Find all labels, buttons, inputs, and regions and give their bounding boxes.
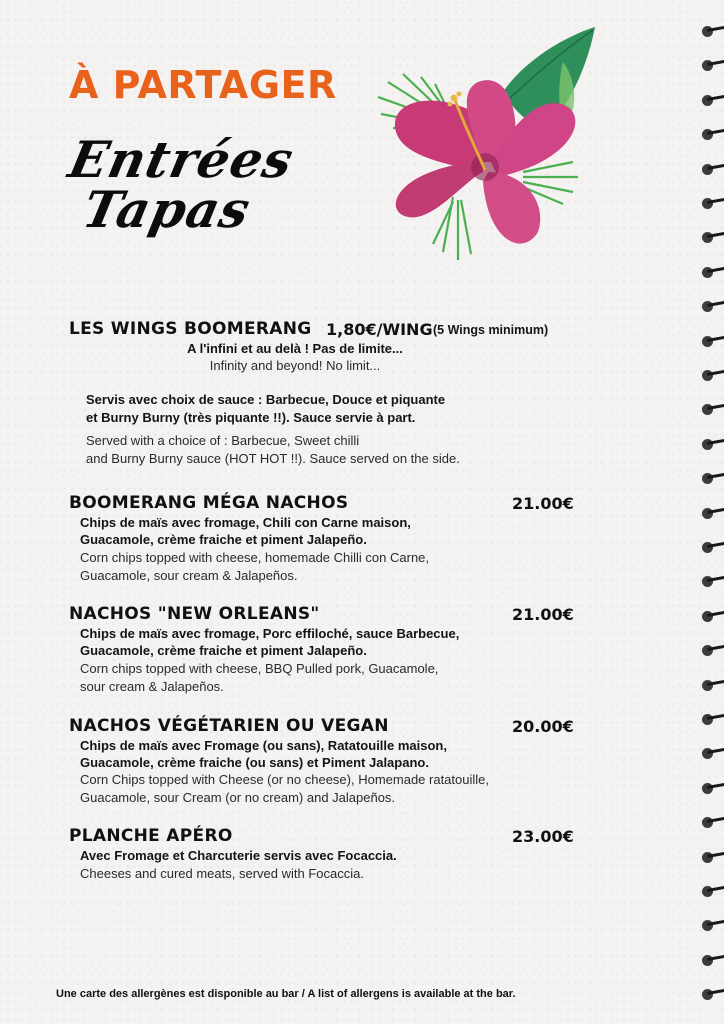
desc-en-line: Cheeses and cured meats, served with Focaccia. bbox=[80, 866, 364, 881]
desc-en-line: sour cream & Jalapeños. bbox=[80, 679, 224, 694]
spiral-ring-icon bbox=[702, 473, 724, 485]
desc-en-line: and Burny Burny sauce (HOT HOT !!). Sauce served on the side. bbox=[86, 451, 460, 466]
desc-fr-line: Guacamole, crème fraiche et piment Jalapeño. bbox=[80, 532, 367, 547]
spiral-ring-icon bbox=[702, 783, 724, 795]
desc-fr-line: et Burny Burny (très piquante !!). Sauce servie à part. bbox=[86, 410, 416, 425]
spiral-ring-icon bbox=[702, 611, 724, 623]
spiral-ring-icon bbox=[702, 129, 724, 141]
section-title: À PARTAGER bbox=[69, 63, 337, 107]
desc-en-line: Corn chips topped with cheese, homemade Chilli con Carne, bbox=[80, 550, 430, 565]
item-title: NACHOS VÉGÉTARIEN OU VEGAN bbox=[69, 716, 389, 736]
spiral-ring-icon bbox=[702, 60, 724, 72]
spiral-ring-icon bbox=[702, 817, 724, 829]
item-price: 23.00€ bbox=[512, 827, 574, 846]
spiral-ring-icon bbox=[702, 404, 724, 416]
spiral-ring-icon bbox=[702, 267, 724, 279]
script-heading-line2: Tapas bbox=[77, 180, 256, 239]
desc-en-line: Corn chips topped with cheese, BBQ Pulled pork, Guacamole, bbox=[80, 661, 439, 676]
spiral-ring-icon bbox=[702, 301, 724, 313]
item-price: 1,80€/WING bbox=[326, 320, 433, 339]
item-title: NACHOS "NEW ORLEANS" bbox=[69, 604, 320, 624]
desc-fr-line: Guacamole, crème fraiche et piment Jalapeño. bbox=[80, 643, 367, 658]
allergen-notice: Une carte des allergènes est disponible au bar / A list of allergens is available at the bar. bbox=[56, 988, 516, 1000]
desc-fr-line: Guacamole, crème fraiche (ou sans) et Piment Jalapano. bbox=[80, 755, 429, 770]
desc-fr-line: Chips de maïs avec Fromage (ou sans), Ratatouille maison, bbox=[80, 738, 447, 753]
desc-en-line: Guacamole, sour cream & Jalapeños. bbox=[80, 568, 298, 583]
item-title: BOOMERANG MÉGA NACHOS bbox=[69, 493, 349, 513]
spiral-ring-icon bbox=[702, 714, 724, 726]
spiral-ring-icon bbox=[702, 439, 724, 451]
spiral-ring-icon bbox=[702, 748, 724, 760]
item-title: PLANCHE APÉRO bbox=[69, 826, 233, 846]
desc-fr-line: Avec Fromage et Charcuterie servis avec Focaccia. bbox=[80, 848, 397, 863]
spiral-ring-icon bbox=[702, 198, 724, 210]
desc-en-line: Served with a choice of : Barbecue, Sweet chilli bbox=[86, 433, 360, 448]
tagline-en: Infinity and beyond! No limit... bbox=[209, 358, 381, 373]
spiral-binding bbox=[684, 0, 724, 1024]
desc-en-line: Guacamole, sour Cream (or no cream) and Jalapeños. bbox=[80, 790, 396, 805]
spiral-ring-icon bbox=[702, 508, 724, 520]
item-title: LES WINGS BOOMERANG bbox=[69, 319, 312, 339]
spiral-ring-icon bbox=[702, 336, 724, 348]
spiral-ring-icon bbox=[702, 542, 724, 554]
spiral-ring-icon bbox=[702, 920, 724, 932]
spiral-ring-icon bbox=[702, 955, 724, 967]
spiral-ring-icon bbox=[702, 26, 724, 38]
spiral-ring-icon bbox=[702, 232, 724, 244]
item-price: 20.00€ bbox=[512, 717, 574, 736]
spiral-ring-icon bbox=[702, 645, 724, 657]
item-price: 21.00€ bbox=[512, 494, 574, 513]
desc-fr-line: Chips de maïs avec fromage, Chili con Carne maison, bbox=[80, 515, 411, 530]
spiral-ring-icon bbox=[702, 989, 724, 1001]
spiral-ring-icon bbox=[702, 95, 724, 107]
hibiscus-flower-icon bbox=[373, 22, 598, 267]
item-price: 21.00€ bbox=[512, 605, 574, 624]
spiral-ring-icon bbox=[702, 576, 724, 588]
spiral-ring-icon bbox=[702, 852, 724, 864]
desc-fr-line: Servis avec choix de sauce : Barbecue, Douce et piquante bbox=[86, 392, 446, 407]
desc-en-line: Corn Chips topped with Cheese (or no cheese), Homemade ratatouille, bbox=[80, 772, 489, 787]
spiral-ring-icon bbox=[702, 886, 724, 898]
item-note: (5 Wings minimum) bbox=[433, 323, 549, 337]
desc-fr-line: Chips de maïs avec fromage, Porc effiloché, sauce Barbecue, bbox=[80, 626, 460, 641]
script-heading-line1: Entrées bbox=[63, 130, 300, 189]
tagline-fr: A l'infini et au delà ! Pas de limite... bbox=[187, 341, 403, 356]
spiral-ring-icon bbox=[702, 680, 724, 692]
spiral-ring-icon bbox=[702, 164, 724, 176]
spiral-ring-icon bbox=[702, 370, 724, 382]
